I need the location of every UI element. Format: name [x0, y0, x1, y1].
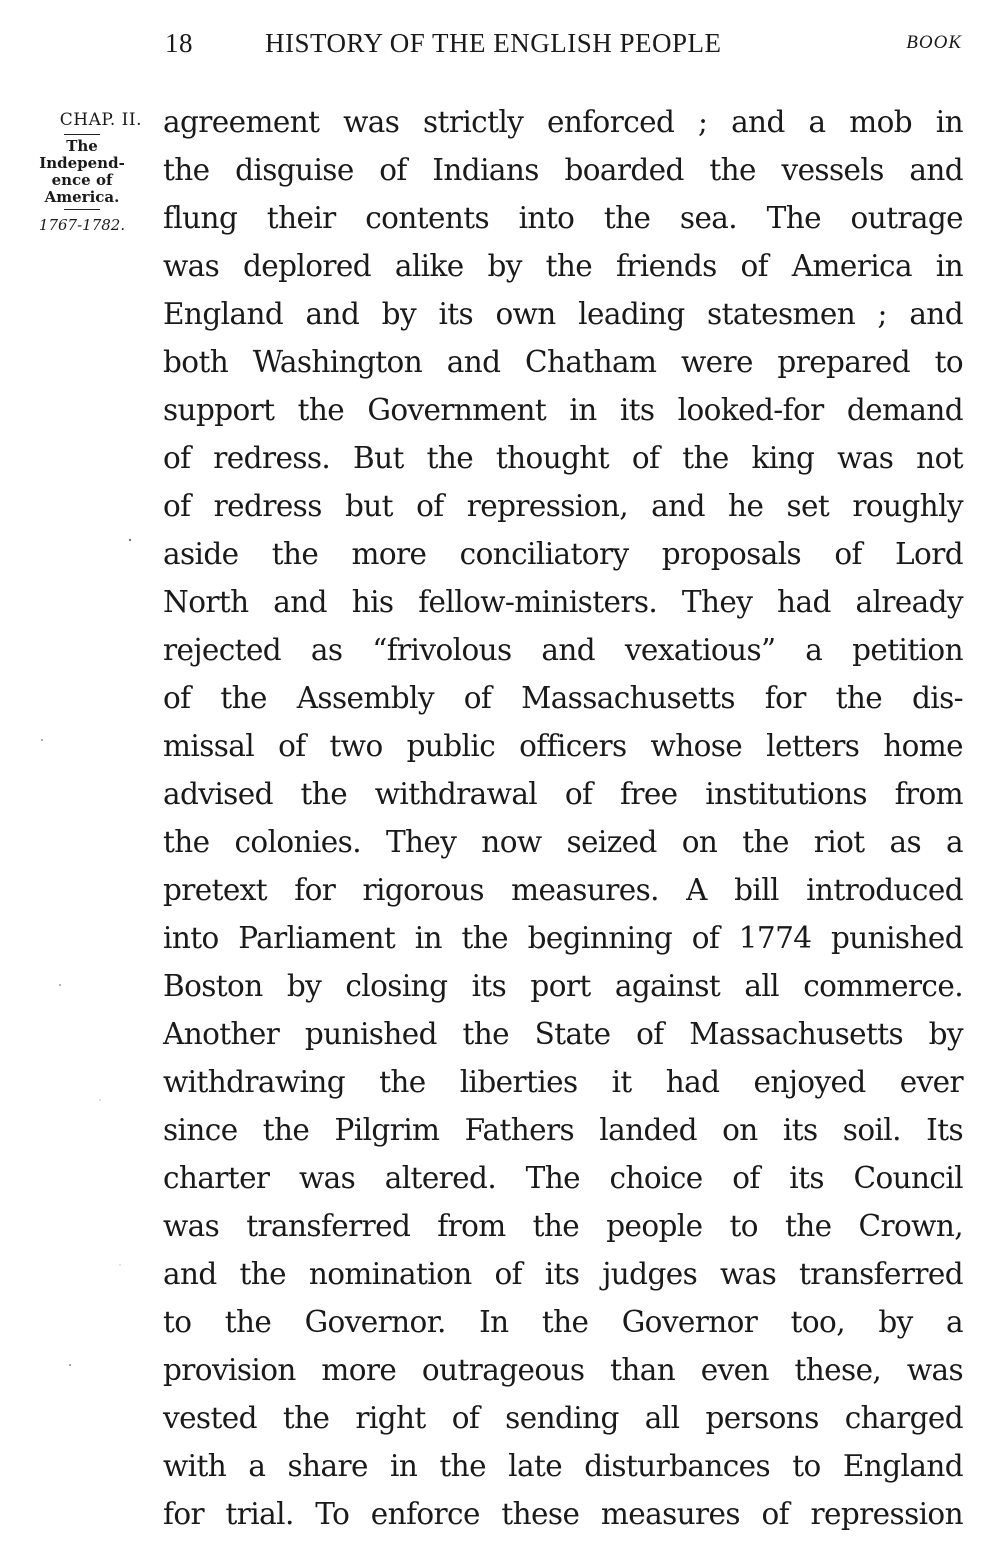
text-line: missal of two public officers whose letters home — [163, 729, 963, 763]
text-line: of the Assembly of Massachusetts for the dis- — [163, 681, 963, 715]
margin-topic-line: The — [66, 137, 98, 155]
text-line: pretext for rigorous measures. A bill introduced — [163, 873, 963, 907]
page-number: 18 — [165, 28, 193, 58]
speck — [69, 1364, 71, 1366]
speck — [59, 984, 61, 986]
book-title: HISTORY OF THE ENGLISH PEOPLE — [265, 28, 722, 58]
speck — [129, 539, 131, 541]
text-line: withdrawing the liberties it had enjoyed ever — [163, 1065, 963, 1099]
text-line: the disguise of Indians boarded the vessels and — [163, 153, 963, 187]
text-line: was deplored alike by the friends of America in — [163, 249, 963, 283]
text-line: to the Governor. In the Governor too, by a — [163, 1305, 963, 1339]
text-line: provision more outrageous than even these, was — [163, 1353, 963, 1387]
text-line: agreement was strictly enforced ; and a mob in — [163, 105, 963, 139]
text-line: vested the right of sending all persons charged — [163, 1401, 963, 1435]
text-line: since the Pilgrim Fathers landed on its soil. Its — [163, 1113, 963, 1147]
text-line: both Washington and Chatham were prepared to — [163, 345, 963, 379]
text-line: flung their contents into the sea. The outrage — [163, 201, 963, 235]
text-line: and the nomination of its judges was transferred — [163, 1257, 963, 1291]
text-line: into Parliament in the beginning of 1774 punished — [163, 921, 963, 955]
speck — [99, 1099, 101, 1101]
text-line: the colonies. They now seized on the riot as a — [163, 825, 963, 859]
text-line: North and his fellow-ministers. They had already — [163, 585, 963, 619]
text-line: charter was altered. The choice of its Council — [163, 1161, 963, 1195]
margin-dates: 1767-1782. — [38, 216, 126, 234]
text-line: aside the more conciliatory proposals of Lord — [163, 537, 963, 571]
text-line: for trial. To enforce these measures of repression — [163, 1497, 963, 1531]
text-line: rejected as “frivolous and vexatious” a petition — [163, 633, 963, 667]
text-line: advised the withdrawal of free institutions from — [163, 777, 963, 811]
margin-topic-line: America. — [44, 188, 120, 206]
text-line: England and by its own leading statesmen ; and — [163, 297, 963, 331]
margin-topic-line: ence of — [51, 171, 113, 189]
book-label: BOOK — [906, 32, 962, 53]
text-line: support the Government in its looked-for demand — [163, 393, 963, 427]
speck — [41, 739, 43, 741]
text-line: Boston by closing its port against all commerce. — [163, 969, 963, 1003]
text-line: of redress. But the thought of the king was not — [163, 441, 963, 475]
text-line: with a share in the late disturbances to England — [163, 1449, 963, 1483]
text-line: Another punished the State of Massachusetts by — [163, 1017, 963, 1051]
text-line: was transferred from the people to the Crown, — [163, 1209, 963, 1243]
speck — [119, 1264, 121, 1266]
text-line: of redress but of repression, and he set roughly — [163, 489, 963, 523]
chapter-label: CHAP. II. — [59, 110, 142, 130]
margin-topic-line: Independ- — [39, 154, 125, 172]
